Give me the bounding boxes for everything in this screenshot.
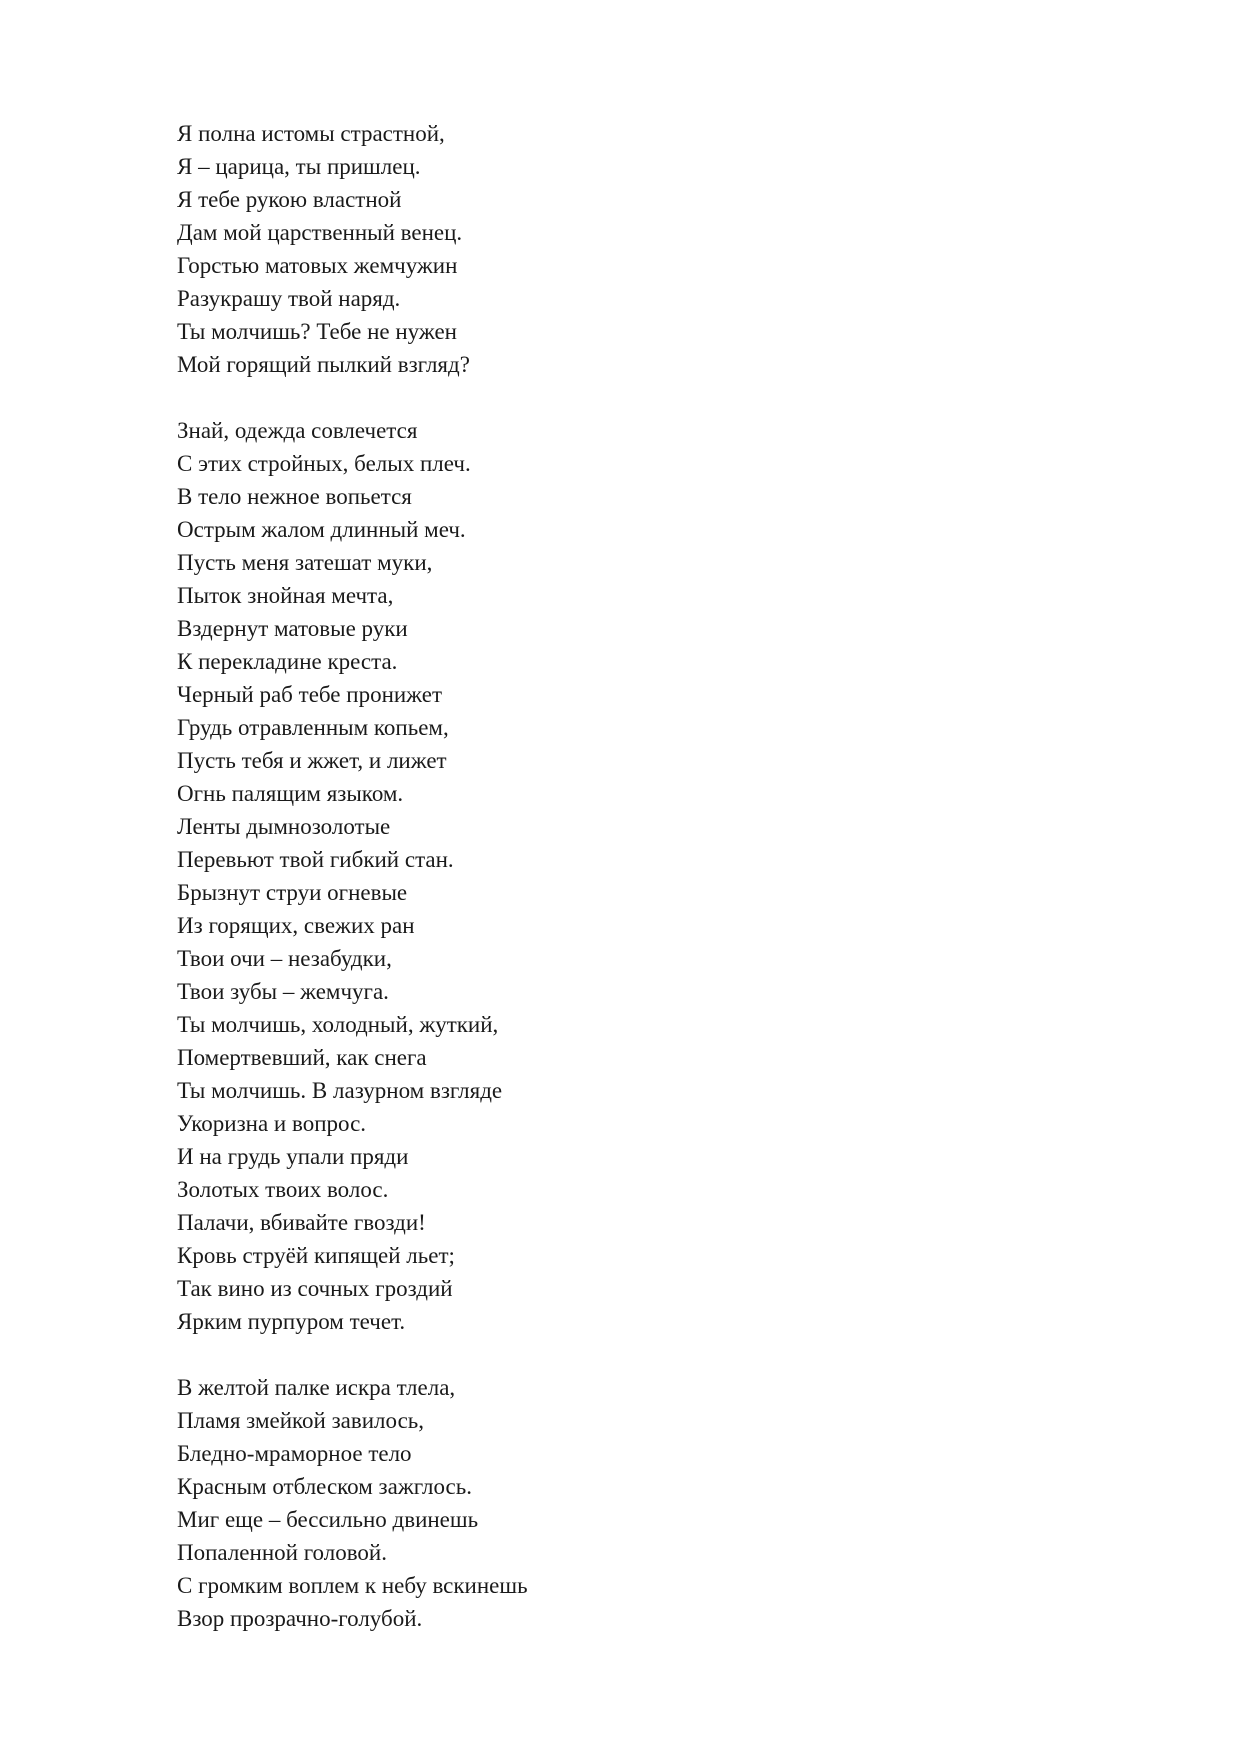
- poem-line: Дам мой царственный венец.: [177, 220, 463, 245]
- poem-line: Миг еще – бессильно двинешь: [177, 1507, 479, 1532]
- poem-line: Красным отблеском зажглось.: [177, 1474, 472, 1499]
- poem-line: И на грудь упали пряди: [177, 1144, 409, 1169]
- poem-line: Помертвевший, как снега: [177, 1045, 427, 1070]
- poem-line: Пусть тебя и жжет, и лижет: [177, 748, 447, 773]
- poem-line: Бледно-мраморное тело: [177, 1441, 412, 1466]
- poem-line: Знай, одежда совлечется: [177, 418, 418, 443]
- poem-line: Ты молчишь. В лазурном взгляде: [177, 1078, 503, 1103]
- poem-line: Перевьют твой гибкий стан.: [177, 847, 454, 872]
- poem-line: Взор прозрачно-голубой.: [177, 1606, 423, 1631]
- poem-body: [177, 117, 1077, 1635]
- poem-line: Мой горящий пылкий взгляд?: [177, 352, 470, 377]
- poem-line: Ярким пурпуром течет.: [177, 1309, 406, 1334]
- poem-line: В тело нежное вопьется: [177, 484, 412, 509]
- poem-line: Пусть меня затешат муки,: [177, 550, 433, 575]
- poem-line: Из горящих, свежих ран: [177, 913, 415, 938]
- poem-line: Я полна истомы страстной,: [177, 121, 445, 146]
- poem-line: Я тебе рукою властной: [177, 187, 402, 212]
- poem-line: С громким воплем к небу вскинешь: [177, 1573, 528, 1598]
- poem-line: Попаленной головой.: [177, 1540, 387, 1565]
- poem-line: Брызнут струи огневые: [177, 880, 408, 905]
- poem-line: Ты молчишь, холодный, жуткий,: [177, 1012, 499, 1037]
- poem-line: Золотых твоих волос.: [177, 1177, 389, 1202]
- poem-line: В желтой палке искра тлела,: [177, 1375, 456, 1400]
- poem-line: Кровь струёй кипящей льет;: [177, 1243, 455, 1268]
- poem-line: Острым жалом длинный меч.: [177, 517, 466, 542]
- stanza-3: [177, 1371, 1077, 1635]
- poem-line: Твои зубы – жемчуга.: [177, 979, 389, 1004]
- stanza-1: [177, 117, 1077, 381]
- poem-line: Палачи, вбивайте гвозди!: [177, 1210, 426, 1235]
- poem-line: К перекладине креста.: [177, 649, 398, 674]
- poem-line: Разукрашу твой наряд.: [177, 286, 401, 311]
- poem-line: Укоризна и вопрос.: [177, 1111, 367, 1136]
- poem-line: Так вино из сочных гроздий: [177, 1276, 453, 1301]
- stanza-2: [177, 414, 1077, 1338]
- poem-line: Огнь палящим языком.: [177, 781, 404, 806]
- poem-line: Горстью матовых жемчужин: [177, 253, 458, 278]
- poem-line: Грудь отравленным копьем,: [177, 715, 449, 740]
- poem-line: Пламя змейкой завилось,: [177, 1408, 425, 1433]
- poem-line: Черный раб тебе пронижет: [177, 682, 443, 707]
- poem-line: Ленты дымнозолотые: [177, 814, 391, 839]
- poem-line: Пыток знойная мечта,: [177, 583, 394, 608]
- poem-line: Вздернут матовые руки: [177, 616, 408, 641]
- poem-line: Ты молчишь? Тебе не нужен: [177, 319, 457, 344]
- poem-line: Я – царица, ты пришлец.: [177, 154, 421, 179]
- poem-line: Твои очи – незабудки,: [177, 946, 392, 971]
- poem-line: С этих стройных, белых плеч.: [177, 451, 471, 476]
